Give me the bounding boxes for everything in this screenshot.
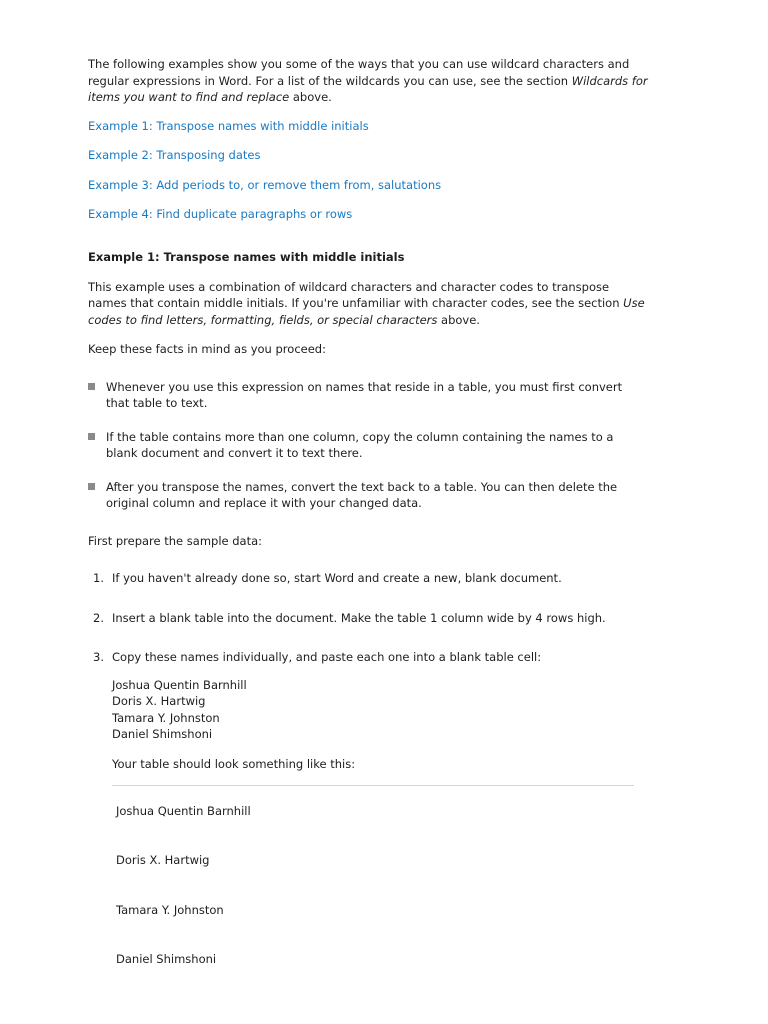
square-bullet-icon <box>88 383 95 390</box>
para-text-after: above. <box>437 312 480 327</box>
table-row: Joshua Quentin Barnhill <box>116 804 251 818</box>
square-bullet-icon <box>88 483 95 490</box>
document-body <box>88 56 648 993</box>
table-row: Daniel Shimshoni <box>116 952 217 966</box>
section-heading: Example 1: Transpose names with middle initials <box>88 250 405 264</box>
bullet-text: If the table contains more than one column, copy the column containing the names to a blank document and convert it to text there. <box>106 429 614 460</box>
list-item <box>88 379 648 412</box>
intro-section-reference: Wildcards for items you want to find and replace <box>88 73 648 104</box>
steps-list <box>88 570 648 666</box>
step-number: 2. <box>93 610 104 625</box>
facts-intro: Keep these facts in mind as you proceed: <box>88 342 326 356</box>
step-number: 3. <box>93 650 104 664</box>
step-item <box>88 649 648 666</box>
para-text-before: This example uses a combination of wildcard characters and character codes to transpose names that contain middle initials. If you're unfamiliar with character codes, see the section <box>88 279 624 310</box>
sample-name: Joshua Quentin Barnhill <box>112 677 247 692</box>
section-paragraph <box>88 279 648 329</box>
step-text: Insert a blank table into the document. Make the table 1 column wide by 4 rows high. <box>112 610 606 625</box>
intro-text-before: The following examples show you some of the ways that you can use wildcard characters and regular expressions in Word. For a list of the wildcards you can use, see the section <box>88 57 630 88</box>
table-row: Tamara Y. Johnston <box>116 902 224 917</box>
facts-list <box>88 379 648 512</box>
step-text: If you haven't already done so, start Word and create a new, blank document. <box>112 571 562 585</box>
step-number: 1. <box>93 571 104 585</box>
link-example-2[interactable]: Example 2: Transposing dates <box>88 148 261 162</box>
sample-table <box>88 786 648 993</box>
sample-names <box>88 677 648 743</box>
step-text: Copy these names individually, and paste each one into a blank table cell: <box>112 650 542 664</box>
link-example-3[interactable]: Example 3: Add periods to, or remove them from, salutations <box>88 177 442 192</box>
square-bullet-icon <box>88 433 95 440</box>
list-item <box>88 429 648 462</box>
example-links <box>88 118 648 223</box>
sample-name: Doris X. Hartwig <box>112 694 206 708</box>
table-note: Your table should look something like this: <box>112 756 356 771</box>
table-row: Doris X. Hartwig <box>116 853 210 867</box>
para-section-reference: Use codes to find letters, formatting, fields, or special characters <box>88 296 645 327</box>
link-example-4[interactable]: Example 4: Find duplicate paragraphs or rows <box>88 207 353 221</box>
bullet-text: After you transpose the names, convert the text back to a table. You can then delete the original column and replace it with your changed data. <box>106 479 618 510</box>
prepare-heading: First prepare the sample data: <box>88 533 263 548</box>
intro-paragraph <box>88 56 648 106</box>
list-item <box>88 479 648 512</box>
bullet-text: Whenever you use this expression on names that reside in a table, you must first convert that table to text. <box>106 379 623 410</box>
intro-text-after: above. <box>289 90 332 104</box>
step-item <box>88 570 648 587</box>
step-item <box>88 610 648 627</box>
sample-name: Daniel Shimshoni <box>112 727 213 741</box>
sample-name: Tamara Y. Johnston <box>112 710 220 725</box>
link-example-1[interactable]: Example 1: Transpose names with middle initials <box>88 118 369 133</box>
